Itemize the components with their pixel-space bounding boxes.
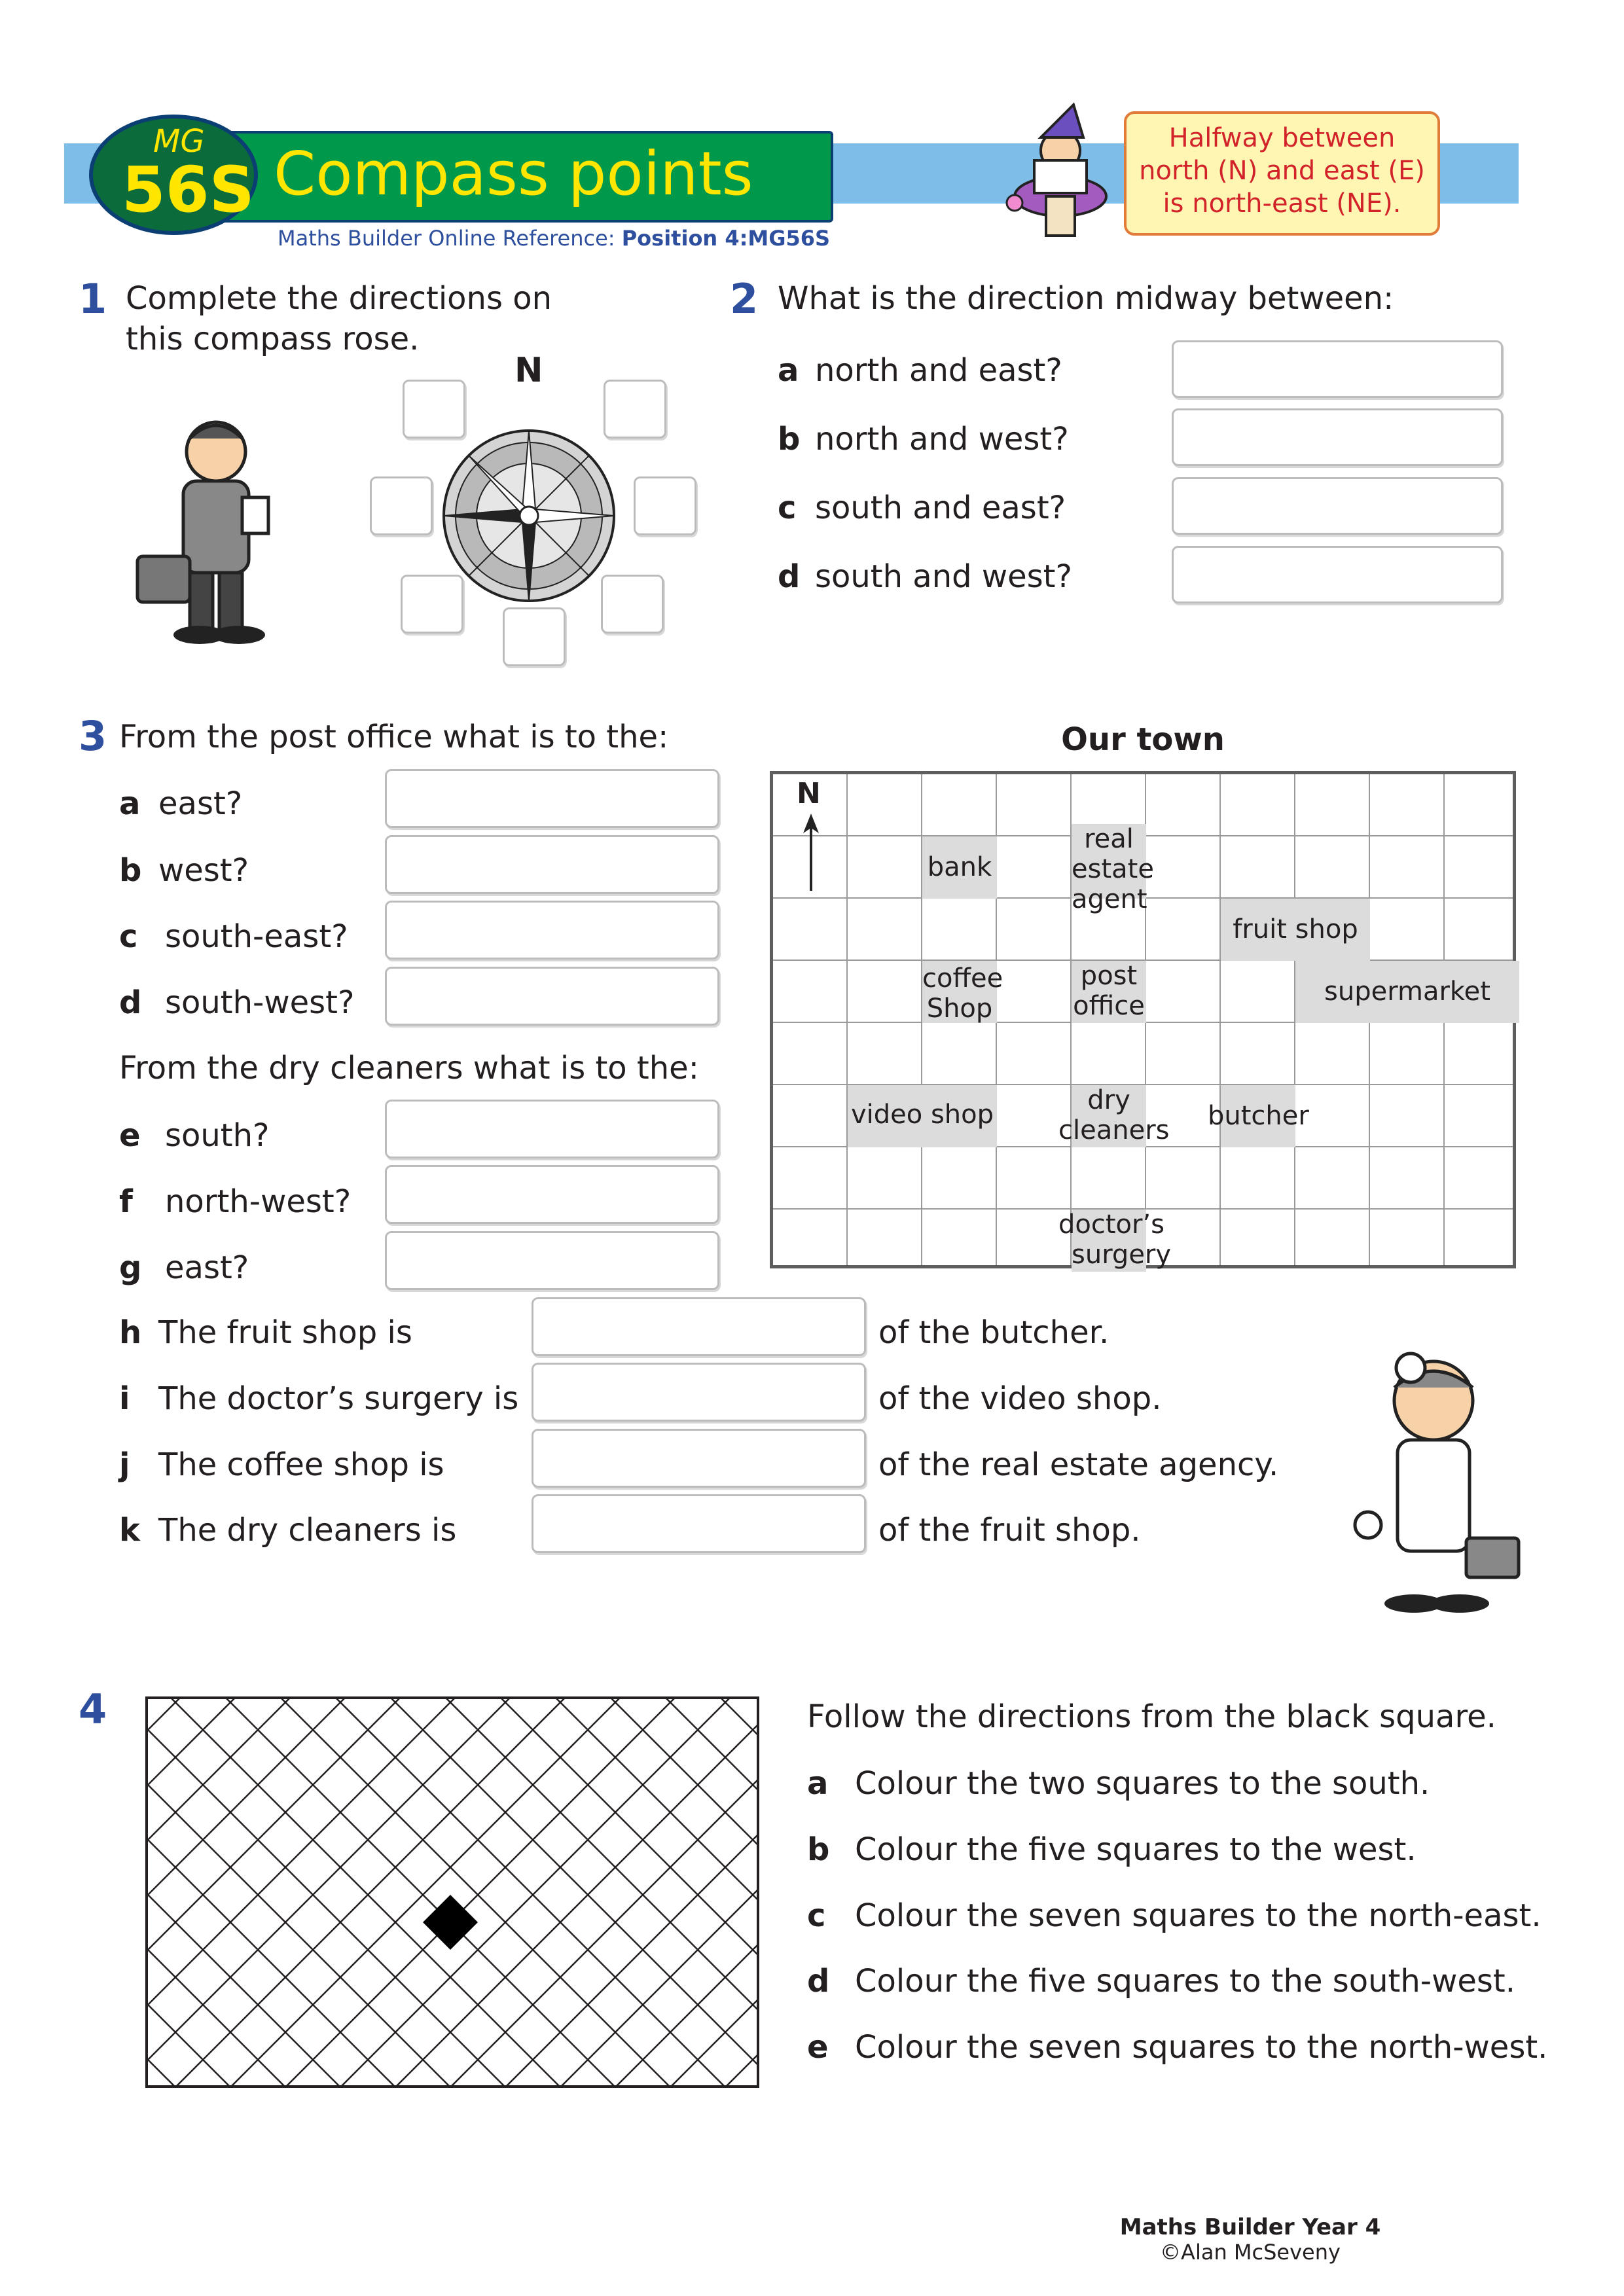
q3-i-before: The doctor’s surgery is xyxy=(158,1380,519,1417)
tip-line-2: north (N) and east (E) xyxy=(1139,156,1425,186)
q2-b-label: b xyxy=(778,421,801,457)
q3-i-after: of the video shop. xyxy=(878,1380,1162,1417)
diamond-grid xyxy=(145,1696,759,2088)
q4-c-label: c xyxy=(807,1897,826,1934)
compass-box-sw[interactable] xyxy=(401,575,463,634)
q3-a-answer-box[interactable] xyxy=(385,769,719,828)
real-estate-line2: estate xyxy=(1072,854,1154,884)
code-top: MG xyxy=(153,123,205,160)
q4-c-text: Colour the seven squares to the north-east. xyxy=(855,1897,1542,1934)
q3-b-text: west? xyxy=(158,852,249,889)
q2-c-answer-box[interactable] xyxy=(1172,477,1503,535)
q3-d-label: d xyxy=(119,984,142,1021)
q3-h-before: The fruit shop is xyxy=(158,1314,412,1351)
q3-i-answer-box[interactable] xyxy=(532,1363,866,1422)
q3-prompt1: From the post office what is to the: xyxy=(119,719,669,755)
q3-e-answer-box[interactable] xyxy=(385,1100,719,1158)
footer-author: ©Alan McSeveny xyxy=(1160,2240,1341,2265)
q3-d-answer-box[interactable] xyxy=(385,967,719,1026)
q2-c-label: c xyxy=(778,490,797,526)
reference-code: Position 4:MG56S xyxy=(621,226,831,251)
tip-line-1: Halfway between xyxy=(1168,123,1396,153)
q3-e-text: south? xyxy=(165,1117,270,1154)
bank-text: bank xyxy=(927,852,992,882)
butcher-text: butcher xyxy=(1208,1101,1309,1131)
footer-book: Maths Builder Year 4 xyxy=(1119,2214,1381,2240)
real-estate-line1: real xyxy=(1084,824,1134,854)
post-line2: office xyxy=(1073,991,1145,1021)
map-video-shop xyxy=(848,1085,997,1147)
doctor-line1: doctor’s xyxy=(1058,1210,1165,1240)
compass-box-e[interactable] xyxy=(634,476,696,535)
map-fruit-shop xyxy=(1221,899,1370,961)
map-coffee-shop xyxy=(922,961,1003,1024)
q3-j-before: The coffee shop is xyxy=(158,1446,444,1483)
q1-north-label: N xyxy=(514,351,543,390)
q3-f-answer-box[interactable] xyxy=(385,1165,719,1224)
q1-text-line1: Complete the directions on xyxy=(126,280,552,317)
wizard-icon xyxy=(995,98,1132,242)
q4-a-text: Colour the two squares to the south. xyxy=(855,1765,1430,1802)
map-supermarket xyxy=(1295,961,1519,1023)
map-doctors-surgery xyxy=(1058,1210,1172,1272)
q3-k-after: of the fruit shop. xyxy=(878,1512,1141,1549)
q3-i-label: i xyxy=(119,1380,130,1417)
q3-k-answer-box[interactable] xyxy=(532,1494,866,1553)
compass-box-s[interactable] xyxy=(503,607,566,666)
q3-d-text: south-west? xyxy=(165,984,355,1021)
q2-number: 2 xyxy=(730,275,759,323)
map-post-office xyxy=(1072,961,1146,1023)
q3-prompt2: From the dry cleaners what is to the: xyxy=(119,1050,699,1086)
q2-c-text: south and east? xyxy=(815,490,1066,526)
code-number: 56S xyxy=(122,153,255,226)
q3-j-answer-box[interactable] xyxy=(532,1429,866,1488)
reference-line xyxy=(278,226,830,251)
q3-f-text: north-west? xyxy=(165,1183,352,1220)
compass-box-nw[interactable] xyxy=(403,380,465,439)
town-map xyxy=(770,771,1516,1268)
q3-k-label: k xyxy=(119,1512,140,1549)
q4-e-label: e xyxy=(807,2029,829,2066)
north-arrow-icon xyxy=(799,814,823,892)
q2-d-label: d xyxy=(778,558,801,595)
map-dry-cleaners xyxy=(1058,1085,1170,1147)
q4-d-label: d xyxy=(807,1963,830,2000)
reference-prefix: Maths Builder Online Reference: xyxy=(278,226,622,251)
q4-a-label: a xyxy=(807,1765,829,1802)
fruit-shop-text: fruit shop xyxy=(1233,914,1358,944)
q3-b-label: b xyxy=(119,852,142,889)
q3-g-answer-box[interactable] xyxy=(385,1231,719,1290)
q3-h-after: of the butcher. xyxy=(878,1314,1110,1351)
q3-number: 3 xyxy=(79,712,107,760)
page-title: Compass points xyxy=(274,139,753,209)
q2-a-answer-box[interactable] xyxy=(1172,340,1503,398)
q4-intro: Follow the directions from the black square. xyxy=(807,1698,1496,1735)
coffee-line1: coffee xyxy=(922,963,1003,994)
q2-d-answer-box[interactable] xyxy=(1172,546,1503,603)
q3-a-label: a xyxy=(119,785,141,822)
q4-d-text: Colour the five squares to the south-west. xyxy=(855,1963,1515,2000)
q2-prompt: What is the direction midway between: xyxy=(778,280,1394,317)
map-north-label: N xyxy=(797,777,821,810)
map-butcher xyxy=(1208,1085,1309,1147)
map-bank xyxy=(922,836,997,899)
map-title: Our town xyxy=(1061,721,1225,758)
compass-rose xyxy=(437,424,621,607)
q2-d-text: south and west? xyxy=(815,558,1072,595)
q3-k-before: The dry cleaners is xyxy=(158,1512,457,1549)
q4-b-text: Colour the five squares to the west. xyxy=(855,1831,1416,1868)
businessman-icon xyxy=(131,412,301,648)
q3-c-answer-box[interactable] xyxy=(385,901,719,960)
video-shop-text: video shop xyxy=(850,1100,994,1130)
compass-box-ne[interactable] xyxy=(604,380,666,439)
q3-b-answer-box[interactable] xyxy=(385,835,719,894)
map-real-estate xyxy=(1072,824,1154,914)
q2-a-label: a xyxy=(778,352,799,389)
q3-f-label: f xyxy=(119,1183,133,1220)
q3-h-answer-box[interactable] xyxy=(532,1297,866,1356)
q3-h-label: h xyxy=(119,1314,142,1351)
compass-box-se[interactable] xyxy=(601,575,664,634)
tip-line-3: is north-east (NE). xyxy=(1163,188,1401,219)
q3-c-label: c xyxy=(119,918,138,955)
q2-b-answer-box[interactable] xyxy=(1172,408,1503,466)
compass-box-w[interactable] xyxy=(370,476,433,535)
coffee-line2: Shop xyxy=(926,994,993,1024)
post-line1: post xyxy=(1080,961,1138,991)
q1-number: 1 xyxy=(79,275,107,323)
q4-number: 4 xyxy=(79,1685,107,1733)
q3-j-label: j xyxy=(119,1446,130,1483)
q2-a-text: north and east? xyxy=(815,352,1062,389)
q3-j-after: of the real estate agency. xyxy=(878,1446,1279,1483)
real-estate-line3: agent xyxy=(1072,884,1147,914)
q4-e-text: Colour the seven squares to the north-west. xyxy=(855,2029,1548,2066)
dry-line2: cleaners xyxy=(1058,1115,1170,1145)
doctor-icon xyxy=(1342,1342,1525,1617)
q3-g-text: east? xyxy=(165,1249,249,1286)
q4-b-label: b xyxy=(807,1831,830,1868)
q1-text-line2: this compass rose. xyxy=(126,321,420,357)
q3-c-text: south-east? xyxy=(165,918,348,955)
dry-line1: dry xyxy=(1087,1085,1130,1115)
q3-g-label: g xyxy=(119,1249,142,1286)
supermarket-text: supermarket xyxy=(1324,977,1490,1007)
doctor-line2: surgery xyxy=(1072,1240,1172,1270)
q2-b-text: north and west? xyxy=(815,421,1069,457)
q3-a-text: east? xyxy=(158,785,243,822)
q3-e-label: e xyxy=(119,1117,141,1154)
